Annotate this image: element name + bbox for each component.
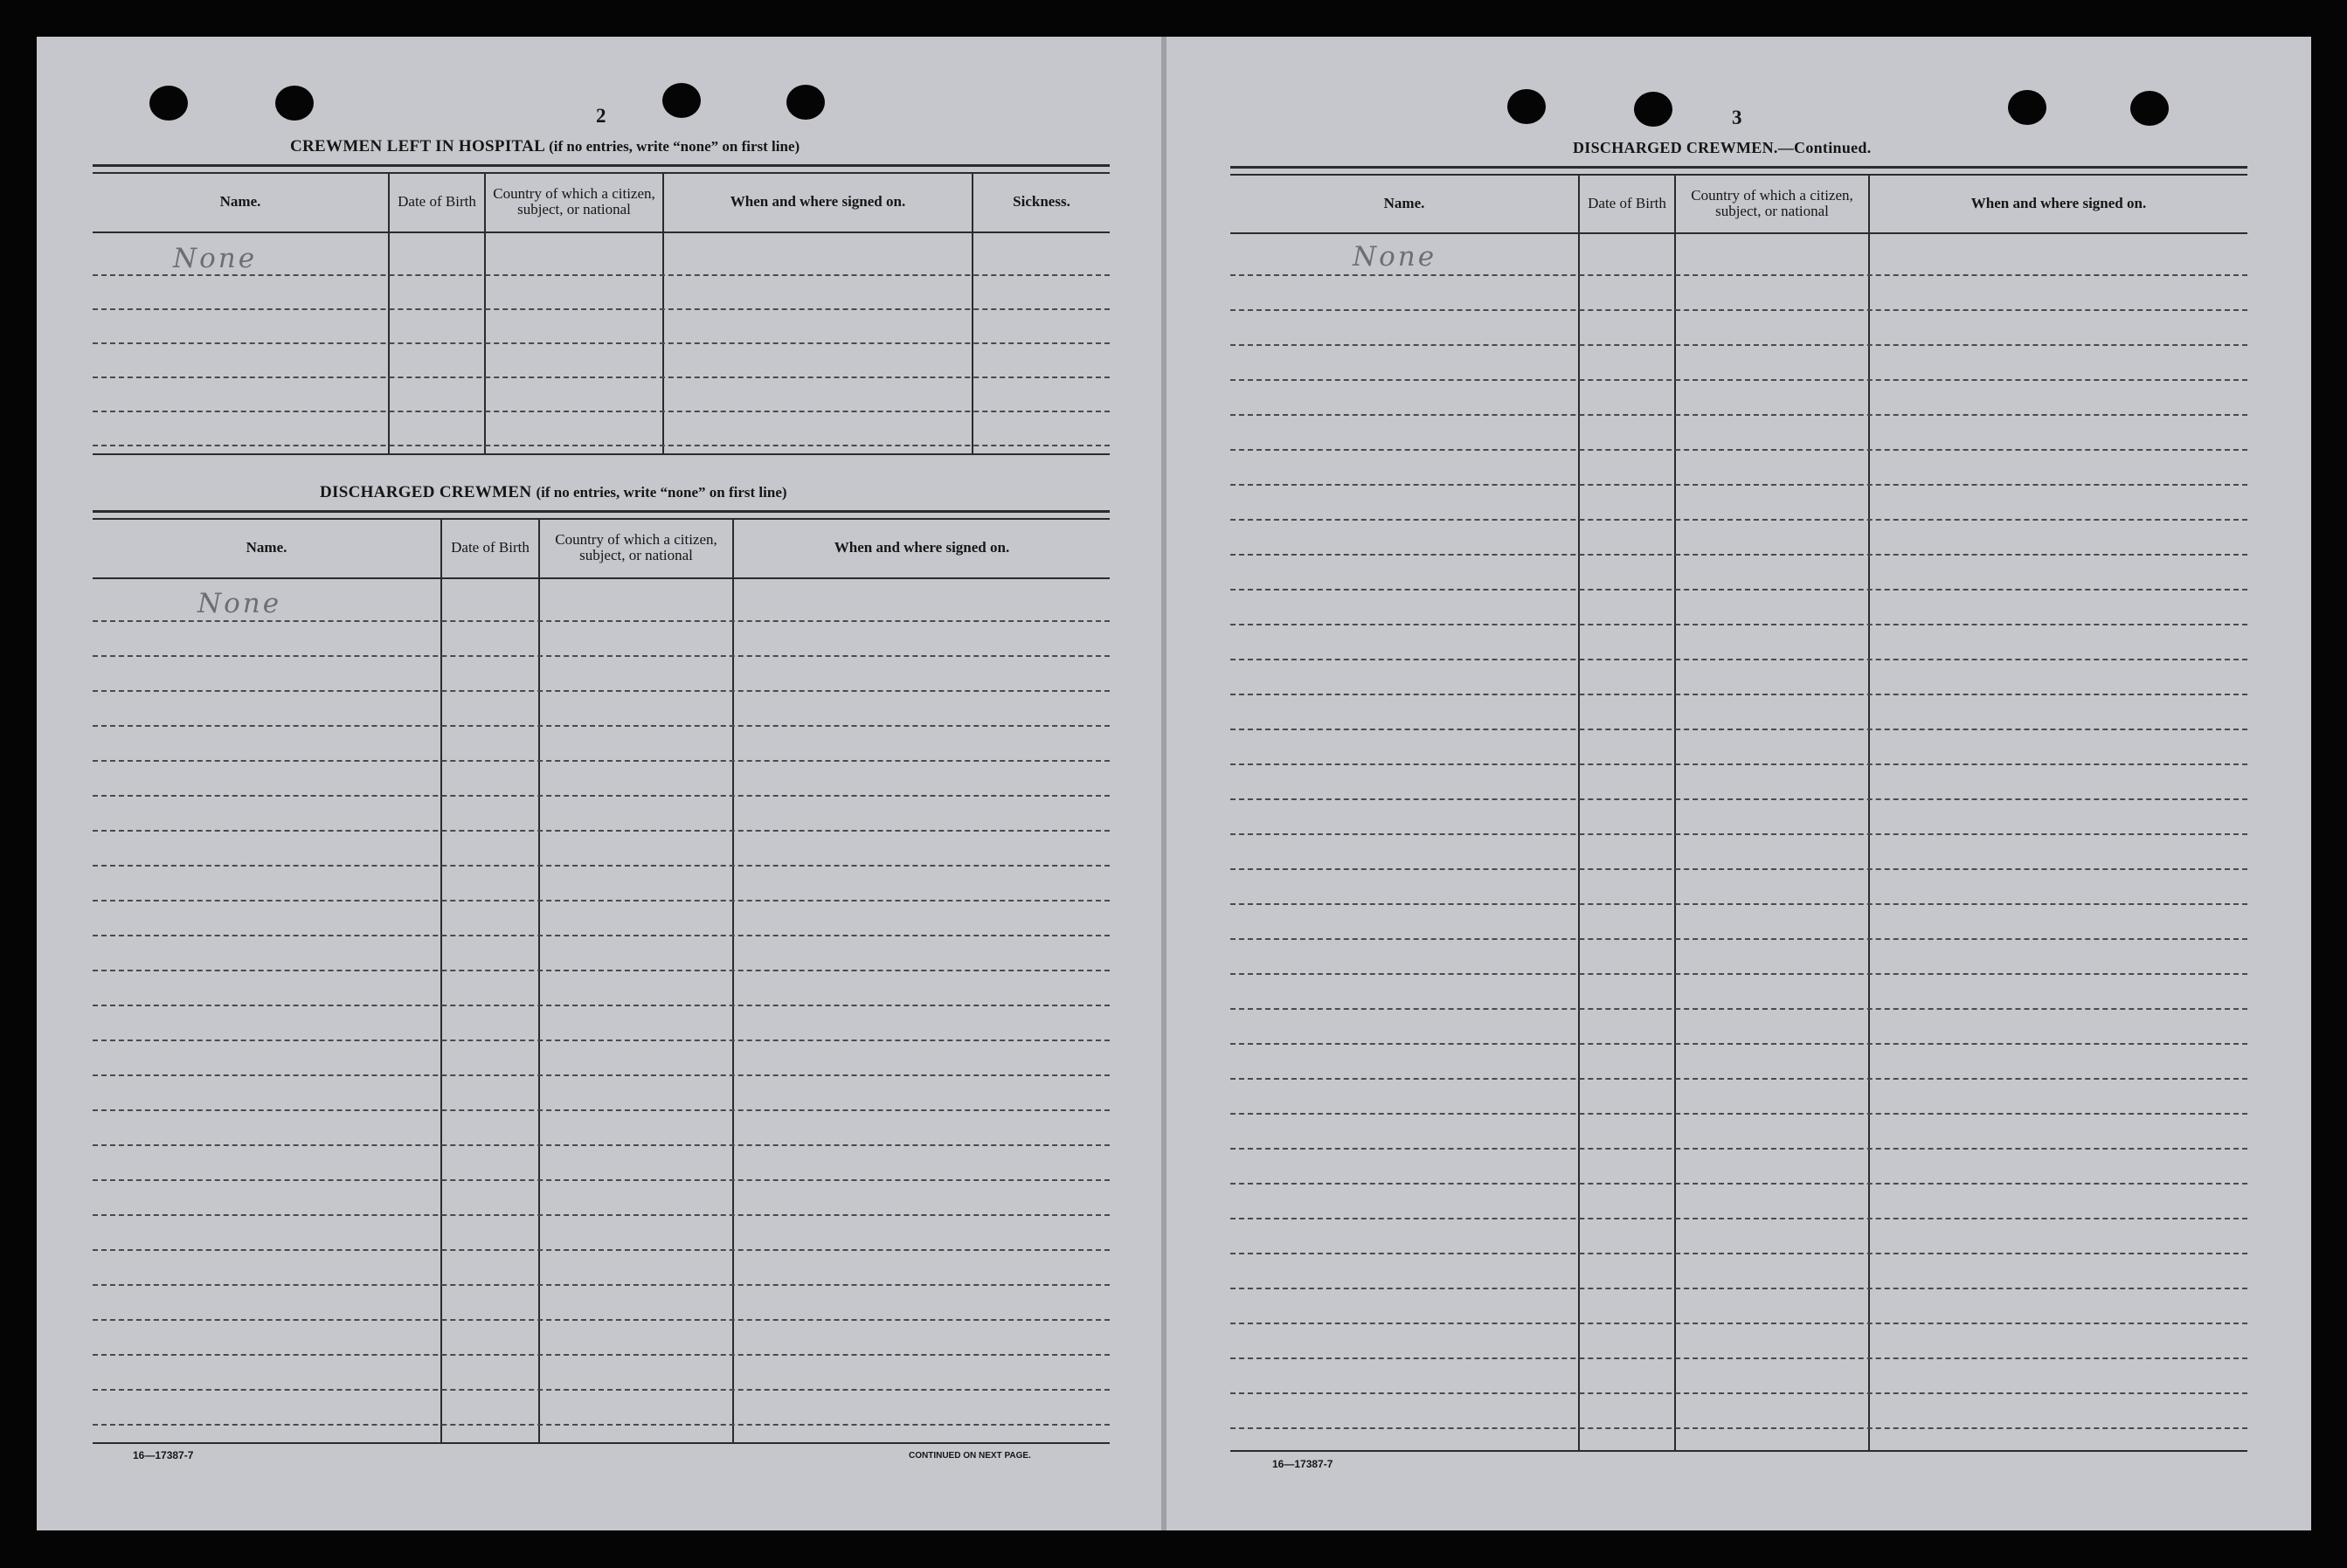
continued-note: CONTINUED ON NEXT PAGE. — [909, 1451, 1031, 1461]
discharged-section-title — [320, 483, 787, 502]
hospital-col-sickness: Sickness. — [1013, 193, 1070, 210]
hospital-instruction: (if no entries, write “none” on first line) — [549, 138, 800, 155]
discharged-col-dob: Date of Birth — [451, 539, 530, 556]
punch-hole — [2008, 90, 2046, 125]
hospital-col-signed: When and where signed on. — [730, 193, 906, 210]
right-section-title: DISCHARGED CREWMEN.—Continued. — [1573, 139, 1872, 156]
hospital-col-country: Country of which a citizen, subject, or national — [493, 185, 655, 218]
discharged-col-signed: When and where signed on. — [834, 539, 1010, 556]
punch-hole — [149, 86, 188, 121]
right-col-country: Country of which a citizen, subject, or national — [1691, 186, 1853, 219]
hospital-col-dob: Date of Birth — [398, 193, 476, 210]
hospital-section-title — [290, 137, 800, 156]
punch-hole — [1507, 89, 1546, 124]
right-col-name: Name. — [1383, 194, 1425, 211]
punch-hole — [1634, 92, 1672, 127]
page-number: 3 — [1732, 107, 1742, 128]
punch-hole — [2130, 91, 2169, 126]
discharged-entry: None — [197, 588, 282, 619]
hospital-title: CREWMEN LEFT IN HOSPITAL — [290, 137, 545, 155]
discharged-instruction: (if no entries, write “none” on first line) — [536, 484, 787, 501]
discharged-col-country: Country of which a citizen, subject, or national — [555, 531, 717, 563]
form-number: 16—17387-7 — [133, 1449, 194, 1461]
punch-hole — [662, 83, 701, 118]
right-col-dob: Date of Birth — [1588, 194, 1666, 211]
right-entry: None — [1353, 241, 1437, 273]
discharged-title: DISCHARGED CREWMEN — [320, 483, 532, 501]
hospital-entry: None — [173, 243, 258, 274]
punch-hole — [786, 85, 825, 120]
discharged-col-name: Name. — [246, 539, 287, 556]
page-fold — [1161, 37, 1167, 1530]
right-col-signed: When and where signed on. — [1970, 194, 2147, 211]
right-page — [1167, 37, 2311, 1530]
page-number: 2 — [596, 105, 606, 127]
punch-hole — [275, 86, 314, 121]
hospital-col-name: Name. — [219, 193, 261, 210]
form-number: 16—17387-7 — [1272, 1458, 1333, 1470]
